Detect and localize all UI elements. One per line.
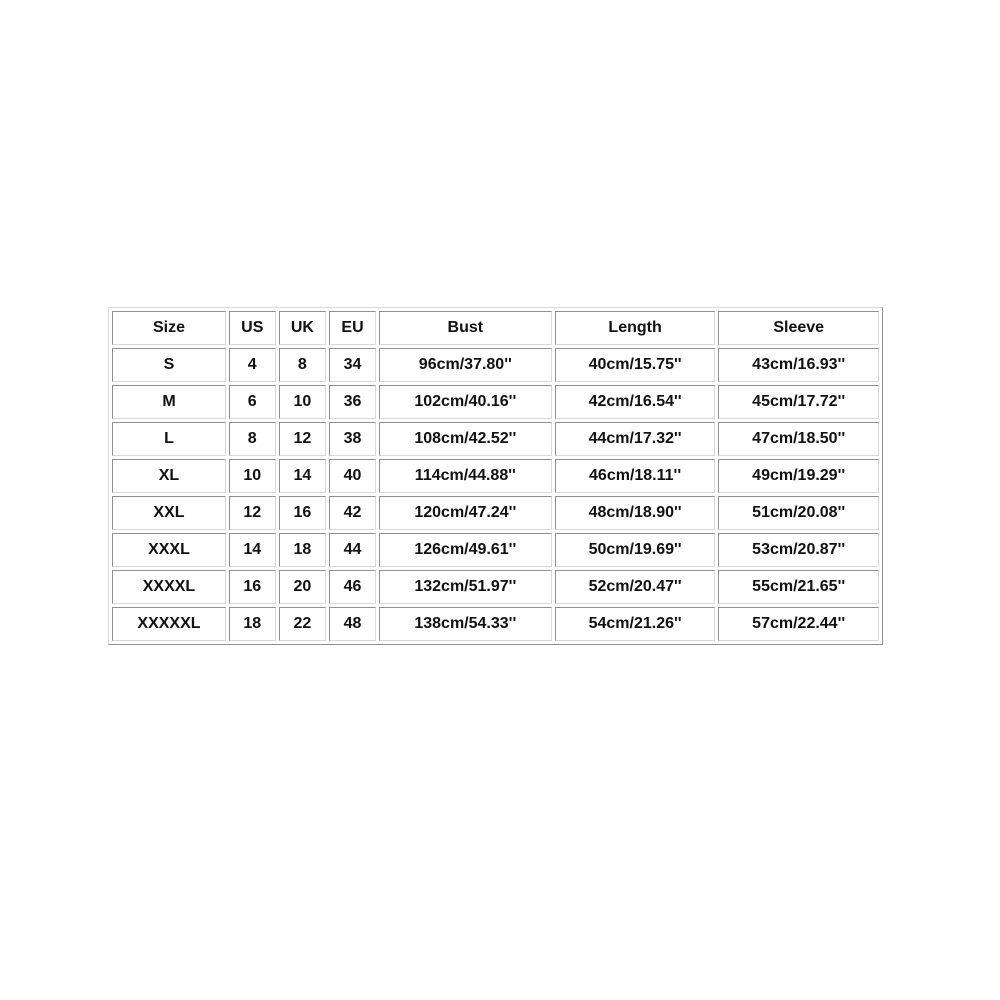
header-eu: EU [329, 311, 376, 345]
cell-uk: 14 [279, 459, 327, 493]
cell-size: XL [112, 459, 226, 493]
cell-length: 44cm/17.32'' [555, 422, 716, 456]
header-size: Size [112, 311, 226, 345]
header-uk: UK [279, 311, 327, 345]
cell-us: 12 [229, 496, 276, 530]
table-row [112, 607, 879, 641]
header-row [112, 311, 879, 345]
header-bust: Bust [379, 311, 552, 345]
cell-sleeve: 45cm/17.72'' [718, 385, 879, 419]
cell-uk: 10 [279, 385, 327, 419]
cell-length: 52cm/20.47'' [555, 570, 716, 604]
cell-eu: 48 [329, 607, 376, 641]
table-row [112, 422, 879, 456]
cell-bust: 132cm/51.97'' [379, 570, 552, 604]
size-chart-table [108, 307, 883, 645]
table-row [112, 570, 879, 604]
table-row [112, 348, 879, 382]
cell-length: 54cm/21.26'' [555, 607, 716, 641]
cell-length: 46cm/18.11'' [555, 459, 716, 493]
cell-eu: 36 [329, 385, 376, 419]
cell-us: 14 [229, 533, 276, 567]
header-sleeve: Sleeve [718, 311, 879, 345]
cell-size: L [112, 422, 226, 456]
cell-bust: 96cm/37.80'' [379, 348, 552, 382]
header-length: Length [555, 311, 716, 345]
cell-bust: 108cm/42.52'' [379, 422, 552, 456]
cell-sleeve: 55cm/21.65'' [718, 570, 879, 604]
cell-sleeve: 49cm/19.29'' [718, 459, 879, 493]
cell-eu: 38 [329, 422, 376, 456]
cell-bust: 114cm/44.88'' [379, 459, 552, 493]
cell-length: 48cm/18.90'' [555, 496, 716, 530]
cell-sleeve: 57cm/22.44'' [718, 607, 879, 641]
cell-eu: 34 [329, 348, 376, 382]
cell-size: XXXXL [112, 570, 226, 604]
cell-us: 4 [229, 348, 276, 382]
cell-uk: 16 [279, 496, 327, 530]
cell-sleeve: 43cm/16.93'' [718, 348, 879, 382]
table-row [112, 533, 879, 567]
cell-eu: 46 [329, 570, 376, 604]
cell-us: 18 [229, 607, 276, 641]
cell-us: 8 [229, 422, 276, 456]
cell-length: 40cm/15.75'' [555, 348, 716, 382]
cell-us: 16 [229, 570, 276, 604]
cell-size: XXL [112, 496, 226, 530]
cell-uk: 8 [279, 348, 327, 382]
cell-length: 42cm/16.54'' [555, 385, 716, 419]
cell-us: 10 [229, 459, 276, 493]
cell-eu: 44 [329, 533, 376, 567]
cell-bust: 126cm/49.61'' [379, 533, 552, 567]
cell-sleeve: 53cm/20.87'' [718, 533, 879, 567]
cell-bust: 102cm/40.16'' [379, 385, 552, 419]
cell-size: S [112, 348, 226, 382]
cell-bust: 120cm/47.24'' [379, 496, 552, 530]
cell-size: XXXL [112, 533, 226, 567]
header-us: US [229, 311, 276, 345]
table-row [112, 496, 879, 530]
cell-sleeve: 51cm/20.08'' [718, 496, 879, 530]
table-row [112, 385, 879, 419]
cell-length: 50cm/19.69'' [555, 533, 716, 567]
cell-us: 6 [229, 385, 276, 419]
cell-uk: 12 [279, 422, 327, 456]
cell-sleeve: 47cm/18.50'' [718, 422, 879, 456]
cell-size: M [112, 385, 226, 419]
cell-size: XXXXXL [112, 607, 226, 641]
cell-uk: 18 [279, 533, 327, 567]
cell-bust: 138cm/54.33'' [379, 607, 552, 641]
cell-uk: 22 [279, 607, 327, 641]
cell-eu: 40 [329, 459, 376, 493]
cell-uk: 20 [279, 570, 327, 604]
cell-eu: 42 [329, 496, 376, 530]
table-row [112, 459, 879, 493]
